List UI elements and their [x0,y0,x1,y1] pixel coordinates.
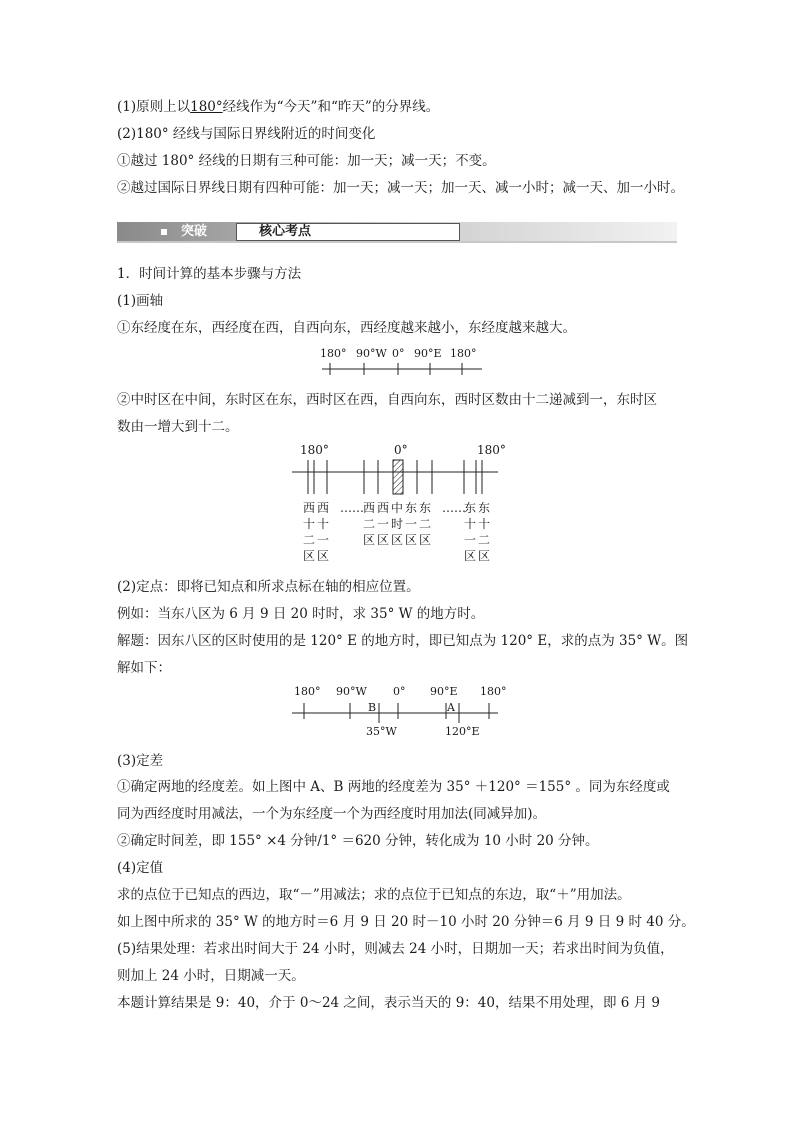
axis1-label: 90°W [356,347,387,360]
paragraph-time-diff: ②确定时间差，即 155° ×4 分钟/1° ＝620 分钟，转化成为 10 小时 20 分钟。 [117,833,599,849]
axis3-bottom-label: 120°E [445,725,480,738]
zone-char: 区 [391,533,404,547]
paragraph-time-zones-cont: 数由一增大到十二。 [117,419,239,435]
time-zone-axis-diagram [290,440,506,566]
principle-line [117,97,439,117]
paragraph-longitude-diff: ①确定两地的经度差。如上图中 A、B 两地的经度差为 35° ＋120° ＝155° 。同为东经度或 [117,779,670,795]
axis1-label: 180° [320,347,347,360]
point-b-label: B [368,701,377,714]
paragraph-value-example: 如上图中所求的 35° W 的地方时＝6 月 9 日 20 时－10 小时 20 分钟＝6 月 9 日 9 时 40 分。 [117,914,695,930]
axis1-labels [320,347,477,360]
longitude-axis-diagram [316,344,486,378]
heading-steps: 1．时间计算的基本步骤与方法 [117,266,302,282]
zone-column-e11 [464,501,476,563]
zone-char: 二 [363,517,376,531]
line-text: 经线作为“今天”和“昨天”的分界线。 [222,99,440,115]
axis1-label: 180° [450,347,477,360]
step-value: (4)定值 [117,860,164,876]
zone-column-w11 [317,501,329,563]
axis2-top-label: 0° [394,443,408,457]
paragraph-value-rule: 求的点位于已知点的西边，取“－”用减法；求的点位于已知点的东边，取“＋”用加法。 [117,887,631,903]
step-result-handling: (5)结果处理：若求出时间大于 24 小时，则减去 24 小时，日期加一天；若求出时间为负值， [117,941,674,957]
zone-column-e2 [419,501,431,547]
point-three-possibilities: ①越过 180° 经线的日期有三种可能：加一天；减一天；不变。 [117,153,496,169]
step-draw-axis: (1)画轴 [117,293,164,309]
banner-tag-core [236,223,460,241]
ellipsis: …… [340,501,364,515]
zone-char: 十 [317,517,330,531]
zone-char: 西 [377,501,390,515]
zone-char: 东 [464,501,477,515]
zone-char: 中 [391,501,404,515]
zone-char: 时 [391,517,404,531]
square-bullet-icon [161,229,167,235]
zone-column-w1 [377,501,389,547]
banner-tag-text: 核心考点 [259,224,312,239]
axis2-top-label: 180° [477,443,506,457]
zone-char: 西 [363,501,376,515]
zone-char: 一 [317,533,330,547]
zone-char: 东 [405,501,418,515]
zone-column-w12 [303,501,315,563]
line-text: (1)原则上以 [117,99,191,115]
zone-char: 东 [478,501,491,515]
section-banner [117,222,677,242]
zone-char: 一 [377,517,390,531]
zone-char: 一 [464,533,477,547]
paragraph-longitude-diff-cont: 同为西经度时用减法，一个为东经度一个为西经度时用加法(同减异加)。 [117,806,547,822]
zone-column-center [391,500,403,547]
subheading-time-change: (2)180° 经线与国际日界线附近的时间变化 [117,126,376,142]
step-result-handling-cont: 则加上 24 小时，日期减一天。 [117,968,305,984]
axis1-label: 0° [392,347,405,360]
banner-tag-text: 突破 [181,224,208,239]
zone-char: 区 [303,549,316,563]
underlined-value: 180° [190,99,223,115]
axis3-top-label: 90°E [430,685,458,698]
paragraph-result: 本题计算结果是 9：40，介于 0～24 之间，表示当天的 9：40，结果不用处理，即 6 月 9 [117,995,661,1011]
zone-char: 区 [419,533,432,547]
axis3-top-label: 0° [393,685,406,698]
paragraph-longitude: ①东经度在东，西经度在西，自西向东，西经度越来越小，东经度越来越大。 [117,320,576,336]
zone-char: 西 [317,501,330,515]
ellipsis: …… [442,501,466,515]
example-axis-diagram [290,682,507,742]
zone-char: 一 [405,517,418,531]
zone-char: 区 [464,549,477,563]
axis2-top-label: 180° [300,443,329,457]
step-difference: (3)定差 [117,753,164,769]
step-locate-points: (2)定点：即将已知点和所求点标在轴的相应位置。 [117,579,420,595]
central-zone-hatch [393,460,403,494]
zone-char: 十 [303,517,316,531]
axis3-top-label: 90°W [336,685,367,698]
zone-column-w2 [363,501,375,547]
zone-char: 区 [478,549,491,563]
zone-char: 十 [478,517,491,531]
solution-text: 解题：因东八区的区时使用的是 120° E 的地方时，即已知点为 120° E，求的点为 35° W。图 [117,633,689,649]
axis3-top-label: 180° [480,685,507,698]
zone-char: 东 [419,501,432,515]
point-a-label: A [447,701,455,714]
axis3-bottom-label: 35°W [366,725,397,738]
zone-char: 区 [317,549,330,563]
solution-text-cont: 解如下： [117,660,171,676]
zone-char: 二 [478,533,491,547]
zone-char: 二 [419,517,432,531]
zone-column-e1 [405,501,417,547]
zone-char: 十 [464,517,477,531]
paragraph-time-zones: ②中时区在中间，东时区在东，西时区在西，自西向东，西时区数由十二递减到一，东时区 [117,392,657,408]
axis1-label: 90°E [414,347,442,360]
zone-column-e12 [478,501,490,563]
banner-tag-breakthrough [117,224,235,240]
divider [117,241,677,243]
zone-char: 区 [405,533,418,547]
zone-char: 二 [303,533,316,547]
zone-char: 西 [303,501,316,515]
zone-char: 区 [363,533,376,547]
point-four-possibilities: ②越过国际日界线日期有四种可能：加一天；减一天；加一天、减一小时；减一天、加一小时。 [117,180,684,196]
example-question: 例如：当东八区为 6 月 9 日 20 时时，求 35° W 的地方时。 [117,606,485,622]
zone-char: 区 [377,533,390,547]
axis3-top-label: 180° [294,685,321,698]
